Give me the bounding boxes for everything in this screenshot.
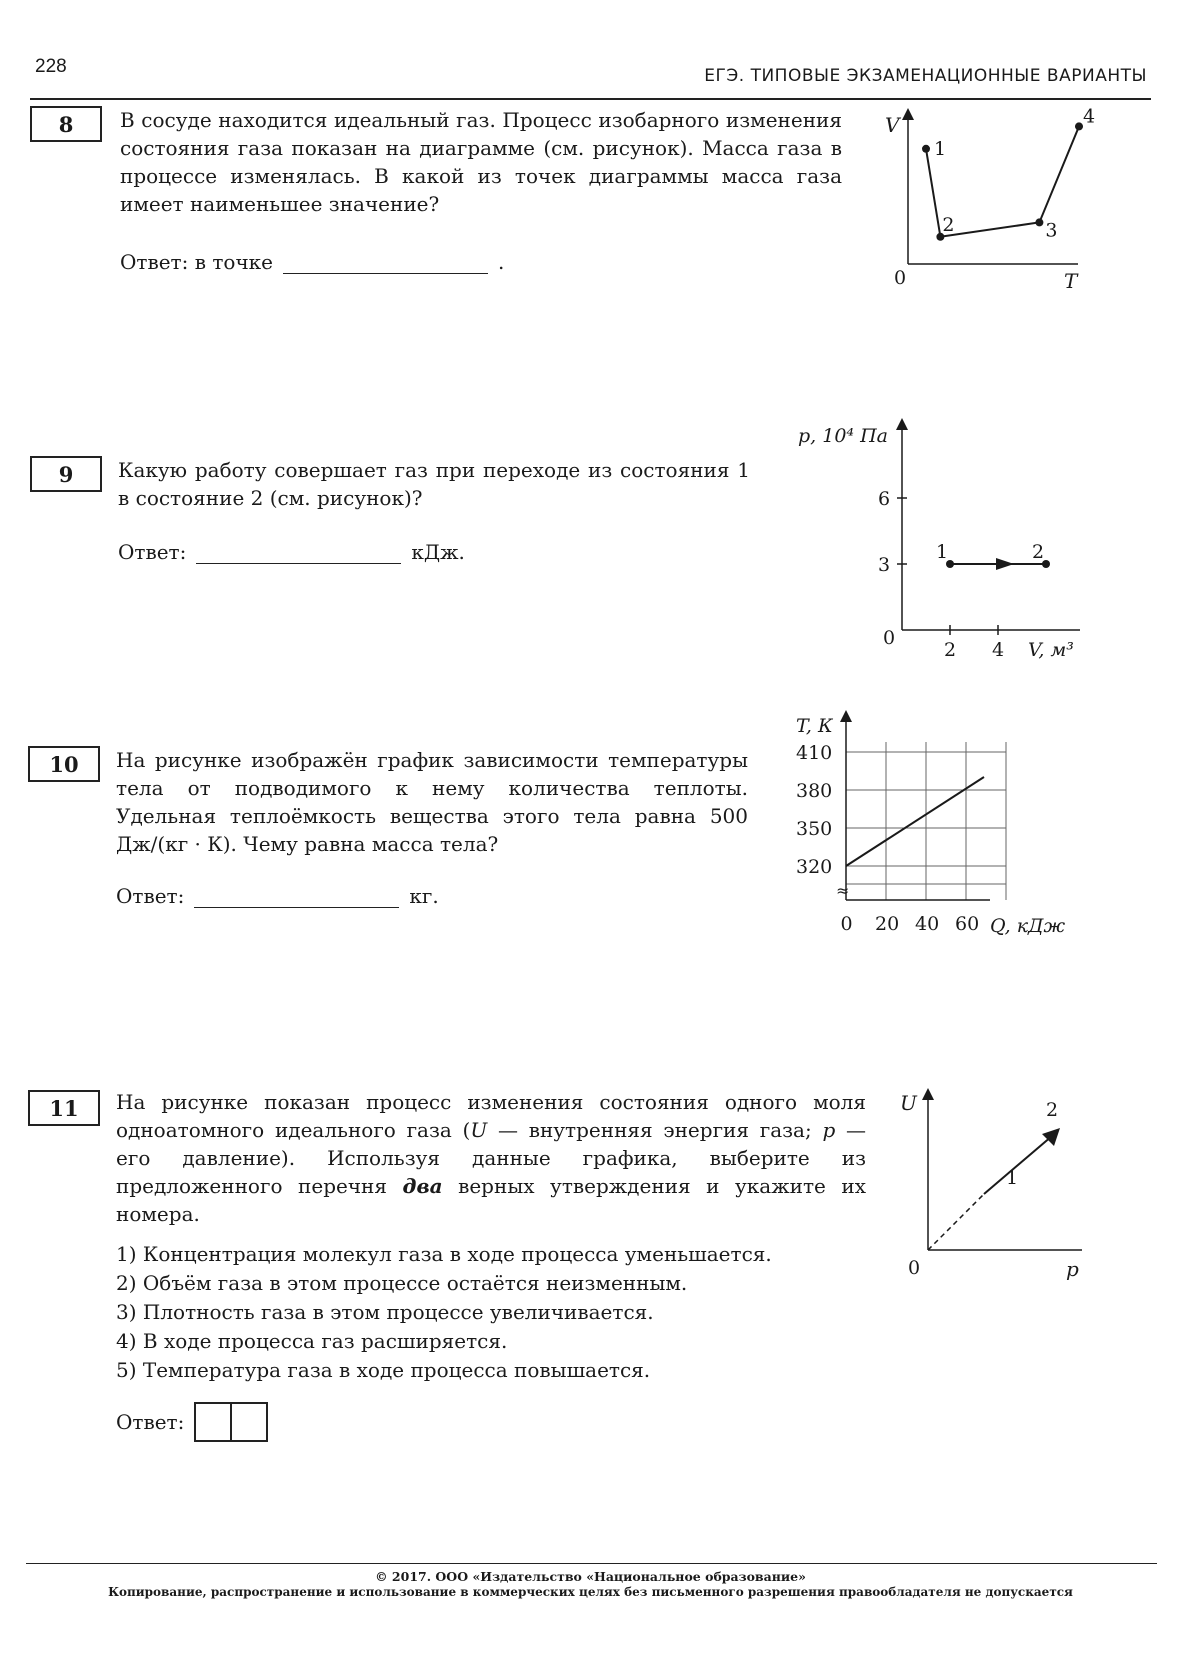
q11-extrapolation-line — [928, 1194, 984, 1250]
q9-answer-field[interactable] — [196, 543, 401, 564]
q9-answer-label: Ответ: — [118, 540, 187, 564]
footer-notice: Копирование, распространение и использование в коммерческих целях без письменного разрешения правообладателя не допускается — [108, 1585, 1073, 1599]
q10-x-label: Q, кДж — [990, 915, 1066, 937]
q10-y-tick-label: 410 — [796, 742, 833, 764]
q9-text: Какую работу совершает газ при переходе из состояния 1 в состояние 2 (см. рисунок)? — [118, 458, 750, 510]
q11-option-2: 2) Объём газа в этом процессе остаётся неизменным. — [116, 1271, 688, 1295]
q9-number-box — [30, 456, 102, 492]
header-divider — [30, 98, 1151, 100]
q10-y-tick-label: 380 — [796, 780, 833, 802]
q11-text-part: На рисунке показан процесс изменения состояния одного моля одноатомного идеального газа ( — [116, 1090, 866, 1142]
q8-answer-label: Ответ: в точке — [120, 250, 273, 274]
footer-copyright: © 2017. ООО «Издательство «Национальное образование» — [375, 1569, 806, 1584]
footer-divider — [26, 1563, 1157, 1564]
q9-point-label-1: 1 — [936, 541, 949, 563]
q10-axis-break: ≈ — [836, 881, 850, 900]
q10-x-tick-label: 20 — [875, 913, 900, 935]
q11-answer-cell-2[interactable] — [230, 1404, 266, 1440]
q10-y-tick-label: 320 — [796, 856, 833, 878]
q9-y-tick-label: 3 — [878, 554, 891, 576]
q9-answer-unit: кДж. — [411, 540, 465, 564]
q11-number: 11 — [49, 1095, 79, 1121]
q9-chart — [790, 412, 1100, 662]
q10-number-box — [28, 746, 100, 782]
q11-answer-boxes — [194, 1402, 268, 1442]
q11-option-4: 4) В ходе процесса газ расширяется. — [116, 1329, 508, 1353]
q8-chart — [880, 108, 1100, 300]
q11-answer-label: Ответ: — [116, 1410, 185, 1434]
q10-answer-label: Ответ: — [116, 884, 185, 908]
q8-text: В сосуде находится идеальный газ. Процесс изобарного изменения состояния газа показан на диаграмме (см. рисунок). Масса газа в процессе изменялась. В какой из точек диаграммы масса газа имеет наименьшее значение? — [120, 108, 842, 216]
q10-answer — [116, 884, 439, 908]
q8-answer-suffix: . — [498, 250, 505, 274]
header-title: ЕГЭ. ТИПОВЫЕ ЭКЗАМЕНАЦИОННЫЕ ВАРИАНТЫ — [704, 66, 1147, 86]
q10-x-tick-label: 40 — [915, 913, 940, 935]
q11-option-3: 3) Плотность газа в этом процессе увеличивается. — [116, 1300, 654, 1324]
q10-x-tick-label: 0 — [840, 913, 853, 935]
q11-answer-cell-1[interactable] — [196, 1404, 230, 1440]
q8-point-label-1: 1 — [934, 137, 947, 160]
q9-x-tick-label: 2 — [944, 639, 957, 661]
q11-x-label: p — [1066, 1257, 1079, 1281]
q9-direction-arrow — [996, 558, 1014, 570]
q8-answer-field[interactable] — [283, 253, 488, 274]
q8-origin-label: 0 — [894, 267, 907, 289]
q10-chart — [790, 700, 1100, 950]
q11-text-symbol-p: p — [822, 1118, 836, 1142]
q11-option-5: 5) Температура газа в ходе процесса повышается. — [116, 1358, 651, 1382]
q8-number: 8 — [58, 111, 74, 137]
q8-y-label: V — [885, 113, 900, 137]
q9-point-label-2: 2 — [1032, 541, 1045, 563]
q11-text-emphasis: два — [402, 1174, 443, 1198]
q10-number: 10 — [49, 751, 79, 777]
q11-text-symbol-u: U — [470, 1118, 488, 1142]
q10-answer-unit: кг. — [409, 884, 439, 908]
q11-point-label-2: 2 — [1046, 1099, 1059, 1121]
q10-answer-field[interactable] — [194, 887, 399, 908]
q11-origin-label: 0 — [908, 1257, 921, 1279]
q10-y-label: T, К — [796, 715, 833, 737]
q9-y-tick-label: 6 — [878, 488, 891, 510]
q8-point-label-3: 3 — [1045, 219, 1058, 242]
q11-text — [116, 1088, 866, 1228]
q11-chart — [890, 1086, 1100, 1286]
q11-point-label-1: 1 — [1006, 1167, 1019, 1189]
q11-options — [116, 1240, 772, 1385]
q8-answer — [120, 250, 504, 274]
q11-text-part: — внутренняя энергия газа; — [487, 1118, 823, 1142]
q8-point-4 — [1075, 122, 1083, 130]
q9-x-label: V, м³ — [1028, 639, 1074, 661]
q11-answer — [116, 1402, 268, 1442]
q11-y-label: U — [900, 1091, 917, 1115]
q9-x-tick-label: 4 — [992, 639, 1005, 661]
q10-y-tick-label: 350 — [796, 818, 833, 840]
q8-number-box — [30, 106, 102, 142]
q8-point-label-2: 2 — [942, 213, 955, 236]
q8-point-3 — [1035, 218, 1043, 226]
q9-number: 9 — [58, 461, 74, 487]
q11-option-1: 1) Концентрация молекул газа в ходе процесса уменьшается. — [116, 1242, 772, 1266]
q11-number-box — [28, 1090, 100, 1126]
q8-x-label: T — [1064, 269, 1078, 293]
q10-x-tick-label: 60 — [955, 913, 980, 935]
page-number: 228 — [35, 56, 67, 77]
q8-point-1 — [922, 145, 930, 153]
q11-text-part: — его давление). Используя данные графика, выберите из предложенного перечня — [116, 1118, 867, 1198]
q9-origin-label: 0 — [883, 627, 896, 649]
q11-text-part: верных утверждения и укажите их номера. — [116, 1174, 866, 1226]
q9-y-label: p, 10⁴ Па — [798, 425, 888, 447]
q9-answer — [118, 540, 465, 564]
q10-text: На рисунке изображён график зависимости температуры тела от подводимого к нему количества теплоты. Удельная теплоёмкость вещества этого тела равна 500 Дж/(кг · К). Чему равна масса тела? — [116, 748, 748, 856]
q8-point-label-4: 4 — [1083, 108, 1096, 128]
